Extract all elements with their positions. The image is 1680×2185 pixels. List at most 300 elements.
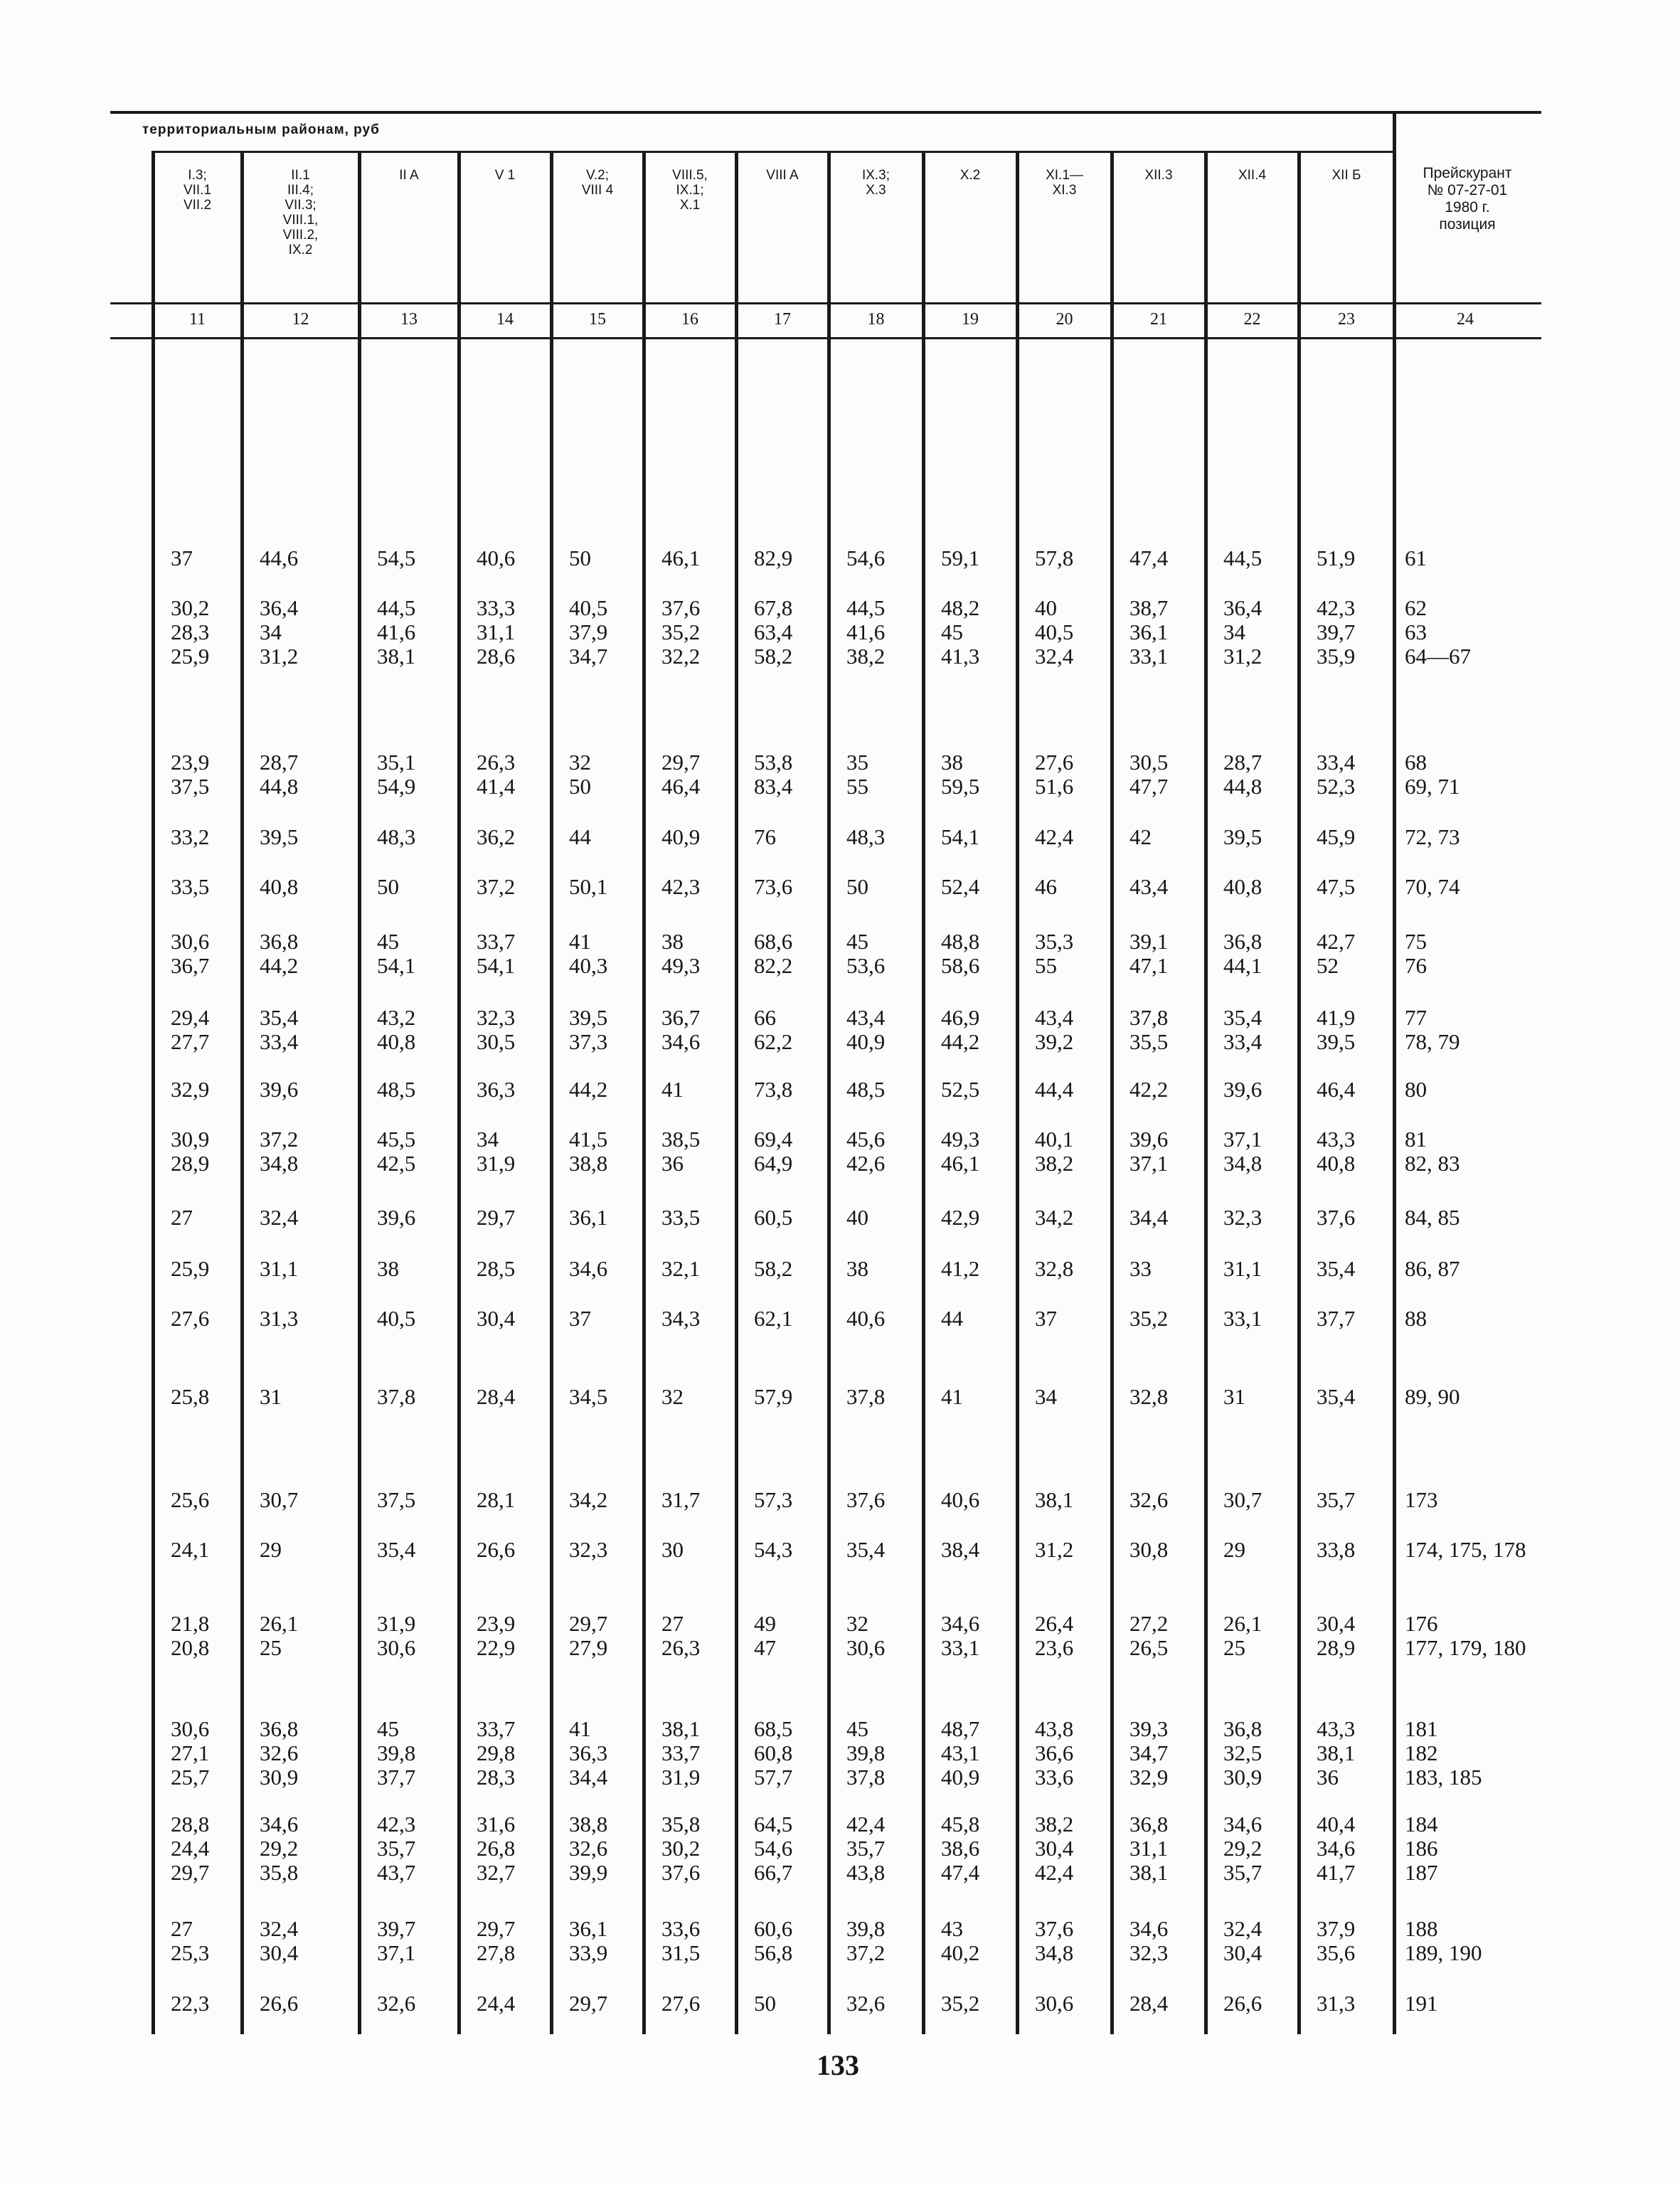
table-cell: 31,9 <box>377 1611 416 1636</box>
table-cell: 42,4 <box>846 1812 886 1836</box>
table-cell: 33,7 <box>477 1716 516 1741</box>
table-cell: 32,5 <box>1223 1740 1262 1765</box>
table-cell: 46 <box>1035 874 1057 899</box>
price-list-position: 68 <box>1405 750 1427 775</box>
price-list-position: 76 <box>1405 953 1427 978</box>
table-cell: 29,7 <box>569 1991 608 2016</box>
table-cell: 37,5 <box>377 1487 416 1512</box>
table-cell: 31,2 <box>1035 1537 1074 1562</box>
price-list-position: 173 <box>1405 1487 1438 1512</box>
table-cell: 44 <box>941 1306 963 1331</box>
table-cell: 43,8 <box>846 1860 886 1885</box>
price-list-position: 64—67 <box>1405 644 1471 669</box>
table-cell: 83,4 <box>754 774 793 799</box>
table-cell: 55 <box>1035 953 1057 978</box>
table-cell: 59,1 <box>941 546 980 570</box>
table-cell: 44,5 <box>846 595 886 620</box>
price-list-position: 62 <box>1405 595 1427 620</box>
table-cell: 39,8 <box>846 1740 886 1765</box>
price-list-position: 189, 190 <box>1405 1940 1482 1965</box>
price-list-position: 174, 175, 178 <box>1405 1537 1526 1562</box>
table-cell: 41 <box>941 1384 963 1409</box>
column-header: VIII A <box>766 168 799 183</box>
table-cell: 57,9 <box>754 1384 793 1409</box>
table-cell: 31,3 <box>1317 1991 1356 2016</box>
table-cell: 37,7 <box>1317 1306 1356 1331</box>
table-cell: 30,8 <box>1129 1537 1169 1562</box>
table-cell: 45,6 <box>846 1127 886 1152</box>
table-cell: 52,4 <box>941 874 980 899</box>
table-cell: 54,9 <box>377 774 416 799</box>
table-cell: 55 <box>846 774 868 799</box>
table-cell: 27,2 <box>1129 1611 1169 1636</box>
table-cell: 33,4 <box>1223 1029 1262 1054</box>
table-cell: 41,5 <box>569 1127 608 1152</box>
table-cell: 31,1 <box>260 1256 299 1281</box>
table-cell: 28,7 <box>1223 750 1262 775</box>
table-cell: 30,6 <box>171 1716 210 1741</box>
table-cell: 58,6 <box>941 953 980 978</box>
table-cell: 29,2 <box>1223 1836 1262 1861</box>
table-cell: 33,5 <box>661 1205 701 1230</box>
table-cell: 54,1 <box>941 824 980 849</box>
table-cell: 28,7 <box>260 750 299 775</box>
table-cell: 54,3 <box>754 1537 793 1562</box>
table-cell: 32,6 <box>846 1991 886 2016</box>
table-cell: 33,1 <box>1129 644 1169 669</box>
table-cell: 38,8 <box>569 1812 608 1836</box>
table-cell: 37 <box>171 546 193 570</box>
table-cell: 38 <box>377 1256 399 1281</box>
table-cell: 47,4 <box>1129 546 1169 570</box>
table-cell: 31,1 <box>1129 1836 1169 1861</box>
column-divider <box>550 151 553 2034</box>
table-cell: 40,8 <box>1317 1151 1356 1176</box>
table-cell: 62,2 <box>754 1029 793 1054</box>
table-cell: 36,3 <box>477 1077 516 1102</box>
table-cell: 30,4 <box>1317 1611 1356 1636</box>
table-cell: 31,1 <box>1223 1256 1262 1281</box>
table-cell: 43 <box>941 1916 963 1941</box>
table-cell: 36,3 <box>569 1740 608 1765</box>
table-cell: 67,8 <box>754 595 793 620</box>
table-cell: 35,3 <box>1035 929 1074 954</box>
price-list-position: 177, 179, 180 <box>1405 1635 1526 1660</box>
table-cell: 59,5 <box>941 774 980 799</box>
table-cell: 39,2 <box>1035 1029 1074 1054</box>
table-cell: 56,8 <box>754 1940 793 1965</box>
table-cell: 39,5 <box>1223 824 1262 849</box>
table-cell: 35 <box>846 750 868 775</box>
table-cell: 54,6 <box>754 1836 793 1861</box>
table-cell: 60,5 <box>754 1205 793 1230</box>
table-cell: 27,6 <box>171 1306 210 1331</box>
table-cell: 28,3 <box>171 620 210 644</box>
table-cell: 30,2 <box>171 595 210 620</box>
table-cell: 42,4 <box>1035 1860 1074 1885</box>
table-cell: 44,1 <box>1223 953 1262 978</box>
table-cell: 26,3 <box>477 750 516 775</box>
table-top-rule <box>110 111 1541 114</box>
table-cell: 40,2 <box>941 1940 980 1965</box>
table-cell: 30,4 <box>477 1306 516 1331</box>
table-cell: 45,5 <box>377 1127 416 1152</box>
table-cell: 35,4 <box>1317 1384 1356 1409</box>
table-cell: 32,3 <box>1223 1205 1262 1230</box>
table-cell: 36,7 <box>661 1005 701 1030</box>
table-cell: 31,2 <box>260 644 299 669</box>
table-cell: 43,8 <box>1035 1716 1074 1741</box>
table-cell: 26,6 <box>260 1991 299 2016</box>
price-list-position: 77 <box>1405 1005 1427 1030</box>
table-cell: 37,6 <box>1317 1205 1356 1230</box>
table-cell: 39,8 <box>846 1916 886 1941</box>
table-cell: 29,8 <box>477 1740 516 1765</box>
table-cell: 48,7 <box>941 1716 980 1741</box>
table-cell: 46,1 <box>941 1151 980 1176</box>
price-list-position: 63 <box>1405 620 1427 644</box>
column-header: X.2 <box>959 168 981 183</box>
table-cell: 38,2 <box>1035 1151 1074 1176</box>
column-number: 16 <box>681 310 698 329</box>
table-cell: 30,4 <box>260 1940 299 1965</box>
table-cell: 32,8 <box>1035 1256 1074 1281</box>
table-cell: 30,4 <box>1035 1836 1074 1861</box>
table-cell: 35,4 <box>377 1537 416 1562</box>
table-cell: 26,5 <box>1129 1635 1169 1660</box>
table-cell: 52 <box>1317 953 1339 978</box>
table-cell: 38,5 <box>661 1127 701 1152</box>
table-cell: 37,9 <box>1317 1916 1356 1941</box>
table-cell: 35,7 <box>846 1836 886 1861</box>
table-cell: 32,8 <box>1129 1384 1169 1409</box>
caption-rule <box>153 151 1394 153</box>
table-cell: 33,6 <box>661 1916 701 1941</box>
table-cell: 33,4 <box>260 1029 299 1054</box>
column-header: V 1 <box>494 168 516 183</box>
table-cell: 36,1 <box>569 1916 608 1941</box>
column-number: 14 <box>496 310 514 329</box>
table-cell: 26,4 <box>1035 1611 1074 1636</box>
table-cell: 48,5 <box>377 1077 416 1102</box>
table-cell: 29,4 <box>171 1005 210 1030</box>
table-cell: 44 <box>569 824 591 849</box>
table-cell: 37,2 <box>846 1940 886 1965</box>
column-divider <box>1016 151 1019 2034</box>
table-cell: 35,6 <box>1317 1940 1356 1965</box>
table-cell: 38,1 <box>661 1716 701 1741</box>
column-divider <box>827 151 831 2034</box>
table-cell: 40,6 <box>941 1487 980 1512</box>
table-cell: 36,4 <box>1223 595 1262 620</box>
table-cell: 36,7 <box>171 953 210 978</box>
table-cell: 47,5 <box>1317 874 1356 899</box>
table-cell: 33,5 <box>171 874 210 899</box>
column-header: XII.4 <box>1238 168 1267 183</box>
table-cell: 40,9 <box>941 1765 980 1790</box>
table-cell: 33,6 <box>1035 1765 1074 1790</box>
table-cell: 32,6 <box>377 1991 416 2016</box>
table-cell: 35,2 <box>1129 1306 1169 1331</box>
table-cell: 52,5 <box>941 1077 980 1102</box>
table-cell: 32,4 <box>1223 1916 1262 1941</box>
table-cell: 32,9 <box>171 1077 210 1102</box>
column-header: XII.3 <box>1144 168 1173 183</box>
table-cell: 48,3 <box>377 824 416 849</box>
table-cell: 28,1 <box>477 1487 516 1512</box>
table-cell: 44,5 <box>377 595 416 620</box>
table-cell: 34 <box>1035 1384 1057 1409</box>
table-cell: 42,9 <box>941 1205 980 1230</box>
table-cell: 22,3 <box>171 1991 210 2016</box>
table-cell: 23,9 <box>171 750 210 775</box>
table-cell: 25,9 <box>171 644 210 669</box>
table-cell: 26,1 <box>260 1611 299 1636</box>
column-number: 20 <box>1056 310 1073 329</box>
table-cell: 35,7 <box>377 1836 416 1861</box>
table-cell: 40,5 <box>1035 620 1074 644</box>
table-cell: 25,6 <box>171 1487 210 1512</box>
column-divider <box>1204 151 1208 2034</box>
table-cell: 31 <box>260 1384 282 1409</box>
table-cell: 35,4 <box>1317 1256 1356 1281</box>
table-cell: 27,1 <box>171 1740 210 1765</box>
table-cell: 38,8 <box>569 1151 608 1176</box>
table-cell: 35,1 <box>377 750 416 775</box>
table-cell: 48,8 <box>941 929 980 954</box>
table-cell: 22,9 <box>477 1635 516 1660</box>
column-number: 18 <box>867 310 885 329</box>
table-cell: 41 <box>569 1716 591 1741</box>
table-cell: 35,4 <box>1223 1005 1262 1030</box>
table-cell: 68,6 <box>754 929 793 954</box>
table-cell: 48,3 <box>846 824 886 849</box>
table-cell: 47,7 <box>1129 774 1169 799</box>
table-cell: 51,6 <box>1035 774 1074 799</box>
table-cell: 35,4 <box>846 1537 886 1562</box>
table-cell: 43,2 <box>377 1005 416 1030</box>
table-cell: 49 <box>754 1611 776 1636</box>
table-cell: 62,1 <box>754 1306 793 1331</box>
table-cell: 40,4 <box>1317 1812 1356 1836</box>
price-list-position: 191 <box>1405 1991 1438 2016</box>
table-cell: 39,6 <box>260 1077 299 1102</box>
column-header: IX.3; X.3 <box>861 168 890 198</box>
table-cell: 39,6 <box>1223 1077 1262 1102</box>
table-cell: 39,5 <box>260 824 299 849</box>
table-cell: 37 <box>1035 1306 1057 1331</box>
table-cell: 32,3 <box>477 1005 516 1030</box>
table-cell: 37,6 <box>661 1860 701 1885</box>
table-cell: 43,3 <box>1317 1127 1356 1152</box>
table-cell: 34,2 <box>569 1487 608 1512</box>
column-header: II A <box>399 168 419 183</box>
table-cell: 41,3 <box>941 644 980 669</box>
table-cell: 32,4 <box>1035 644 1074 669</box>
table-cell: 38,2 <box>1035 1812 1074 1836</box>
table-cell: 42,3 <box>661 874 701 899</box>
table-cell: 37,8 <box>846 1765 886 1790</box>
price-list-position: 184 <box>1405 1812 1438 1836</box>
table-cell: 38 <box>846 1256 868 1281</box>
column-divider <box>922 151 925 2034</box>
table-cell: 50 <box>377 874 399 899</box>
price-list-position: 183, 185 <box>1405 1765 1482 1790</box>
column-header: VIII.5, IX.1; X.1 <box>672 168 708 213</box>
column-divider <box>240 151 244 2034</box>
price-list-position: 84, 85 <box>1405 1205 1460 1230</box>
table-cell: 73,6 <box>754 874 793 899</box>
table-cell: 26,1 <box>1223 1611 1262 1636</box>
table-cell: 32 <box>846 1611 868 1636</box>
table-cell: 32,1 <box>661 1256 701 1281</box>
table-cell: 33,9 <box>569 1940 608 1965</box>
table-cell: 30,6 <box>846 1635 886 1660</box>
table-cell: 29,7 <box>171 1860 210 1885</box>
price-list-column-border <box>1393 111 1396 2034</box>
column-header: V.2; VIII 4 <box>581 168 614 198</box>
table-cell: 37,9 <box>569 620 608 644</box>
price-list-position: 75 <box>1405 929 1427 954</box>
table-cell: 40,5 <box>569 595 608 620</box>
table-cell: 43,4 <box>846 1005 886 1030</box>
table-cell: 47,4 <box>941 1860 980 1885</box>
table-cell: 28,4 <box>1129 1991 1169 2016</box>
table-cell: 31,1 <box>477 620 516 644</box>
table-cell: 37,5 <box>171 774 210 799</box>
column-divider <box>1297 151 1301 2034</box>
table-cell: 32,6 <box>569 1836 608 1861</box>
table-cell: 44,8 <box>260 774 299 799</box>
table-cell: 37,8 <box>1129 1005 1169 1030</box>
table-cell: 30,5 <box>477 1029 516 1054</box>
price-list-position: 69, 71 <box>1405 774 1460 799</box>
table-cell: 41 <box>661 1077 684 1102</box>
column-number: 15 <box>589 310 606 329</box>
table-cell: 40 <box>846 1205 868 1230</box>
table-cell: 30,6 <box>377 1635 416 1660</box>
table-cell: 32 <box>569 750 591 775</box>
table-cell: 25 <box>1223 1635 1245 1660</box>
table-cell: 27,7 <box>171 1029 210 1054</box>
table-cell: 42,3 <box>377 1812 416 1836</box>
table-left-border <box>151 151 155 2034</box>
table-cell: 35,2 <box>661 620 701 644</box>
table-cell: 34,3 <box>661 1306 701 1331</box>
table-cell: 69,4 <box>754 1127 793 1152</box>
table-cell: 57,8 <box>1035 546 1074 570</box>
table-cell: 58,2 <box>754 1256 793 1281</box>
table-cell: 31,7 <box>661 1487 701 1512</box>
table-cell: 42 <box>1129 824 1152 849</box>
table-cell: 42,3 <box>1317 595 1356 620</box>
table-cell: 49,3 <box>661 953 701 978</box>
price-list-position: 176 <box>1405 1611 1438 1636</box>
price-list-position: 182 <box>1405 1740 1438 1765</box>
column-number: 13 <box>400 310 418 329</box>
table-cell: 41,6 <box>377 620 416 644</box>
table-cell: 40,8 <box>1223 874 1262 899</box>
column-divider <box>642 151 646 2034</box>
price-list-position: 80 <box>1405 1077 1427 1102</box>
table-cell: 37,1 <box>377 1940 416 1965</box>
column-divider <box>1110 151 1114 2034</box>
table-cell: 30 <box>661 1537 684 1562</box>
table-cell: 37,1 <box>1223 1127 1262 1152</box>
column-divider <box>735 151 738 2034</box>
table-cell: 35,8 <box>661 1812 701 1836</box>
table-cell: 34,6 <box>569 1256 608 1281</box>
table-cell: 31 <box>1223 1384 1245 1409</box>
table-cell: 46,4 <box>661 774 701 799</box>
table-cell: 30,4 <box>1223 1940 1262 1965</box>
table-cell: 34,6 <box>941 1611 980 1636</box>
table-cell: 28,6 <box>477 644 516 669</box>
table-cell: 82,9 <box>754 546 793 570</box>
table-cell: 40,6 <box>477 546 516 570</box>
table-cell: 36,8 <box>1223 1716 1262 1741</box>
table-cell: 42,4 <box>1035 824 1074 849</box>
column-number: 11 <box>188 310 206 329</box>
table-cell: 43,7 <box>377 1860 416 1885</box>
table-cell: 38,4 <box>941 1537 980 1562</box>
table-cell: 40,8 <box>377 1029 416 1054</box>
price-list-position: 89, 90 <box>1405 1384 1460 1409</box>
column-numbers-rule <box>110 337 1541 339</box>
table-cell: 36,8 <box>1223 929 1262 954</box>
table-cell: 33,7 <box>661 1740 701 1765</box>
table-cell: 27 <box>171 1916 193 1941</box>
table-cell: 37,2 <box>260 1127 299 1152</box>
table-cell: 35,2 <box>941 1991 980 2016</box>
table-cell: 35,7 <box>1223 1860 1262 1885</box>
table-cell: 34 <box>1223 620 1245 644</box>
table-cell: 35,4 <box>260 1005 299 1030</box>
table-cell: 37,6 <box>846 1487 886 1512</box>
column-number: 21 <box>1150 310 1167 329</box>
price-list-position: 188 <box>1405 1916 1438 1941</box>
table-cell: 40,9 <box>661 824 701 849</box>
table-cell: 29,7 <box>569 1611 608 1636</box>
table-cell: 29 <box>1223 1537 1245 1562</box>
table-cell: 45,9 <box>1317 824 1356 849</box>
column-divider <box>457 151 461 2034</box>
table-cell: 52,3 <box>1317 774 1356 799</box>
table-cell: 33,3 <box>477 595 516 620</box>
price-list-position: 72, 73 <box>1405 824 1460 849</box>
table-cell: 33,1 <box>1223 1306 1262 1331</box>
column-number: 17 <box>774 310 791 329</box>
table-cell: 37,7 <box>377 1765 416 1790</box>
table-cell: 34 <box>477 1127 499 1152</box>
table-cell: 43,3 <box>1317 1716 1356 1741</box>
table-cell: 41 <box>569 929 591 954</box>
table-cell: 35,7 <box>1317 1487 1356 1512</box>
table-cell: 29,7 <box>477 1205 516 1230</box>
column-number: 19 <box>962 310 979 329</box>
table-cell: 40,5 <box>377 1306 416 1331</box>
table-cell: 36,4 <box>260 595 299 620</box>
table-cell: 29,2 <box>260 1836 299 1861</box>
table-cell: 31,3 <box>260 1306 299 1331</box>
table-cell: 46,9 <box>941 1005 980 1030</box>
table-cell: 33,1 <box>941 1635 980 1660</box>
table-cell: 30,2 <box>661 1836 701 1861</box>
table-cell: 38,1 <box>377 644 416 669</box>
table-cell: 54,1 <box>477 953 516 978</box>
table-cell: 33,8 <box>1317 1537 1356 1562</box>
table-cell: 41,4 <box>477 774 516 799</box>
